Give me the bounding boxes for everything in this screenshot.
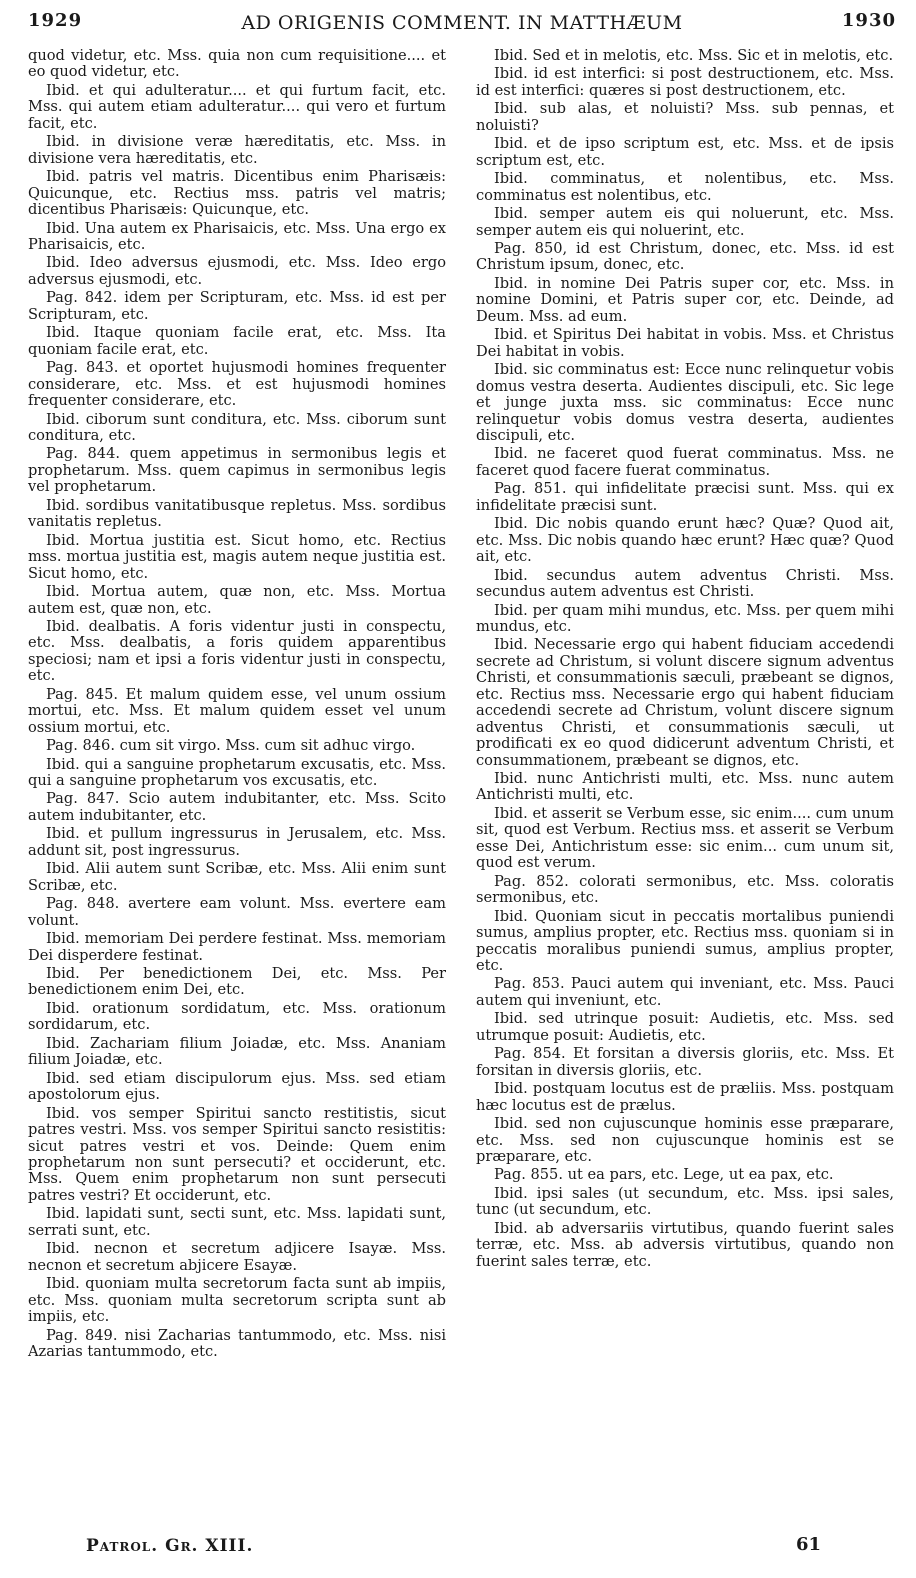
- left-text-column: [28, 48, 446, 1362]
- note-entry: Ibid. sub alas, et noluisti? Mss. sub pennas, et noluisti?: [476, 100, 894, 134]
- note-entry: Ibid. semper autem eis qui noluerunt, etc. Mss. semper autem eis qui noluerint, etc.: [476, 205, 894, 239]
- note-entry: Ibid. sic comminatus est: Ecce nunc relinquetur vobis domus vestra deserta. Audientes discipuli, etc. Sic lege et junge juxta mss. sic comminatus: Ecce nunc relinquetur vobis domus vestra deserta, audientes discipuli, etc.: [476, 361, 894, 444]
- note-entry: Pag. 848. avertere eam volunt. Mss. evertere eam volunt.: [28, 895, 446, 929]
- note-entry: Pag. 853. Pauci autem qui inveniant, etc. Mss. Pauci autem qui inveniunt, etc.: [476, 975, 894, 1009]
- note-entry: Pag. 844. quem appetimus in sermonibus legis et prophetarum. Mss. quem capimus in sermonibus legis vel prophetarum.: [28, 445, 446, 496]
- note-entry: Ibid. Sed et in melotis, etc. Mss. Sic et in melotis, etc.: [494, 47, 894, 64]
- note-entry: Ibid. et de ipso scriptum est, etc. Mss. et de ipsis scriptum est, etc.: [476, 135, 894, 169]
- page-footer: [28, 1532, 896, 1562]
- note-entry: Ibid. vos semper Spiritui sancto restitistis, sicut patres vestri. Mss. vos semper Spiritui sancto resistitis: sicut patres vestri et vos. Deinde: Quem enim prophetarum non sunt persecuti? et occiderunt, etc. Mss. Quem enim prophetarum non sunt persecuti patres vestri? Et occiderunt, etc.: [28, 1104, 446, 1204]
- note-entry: Ibid. sed non cujuscunque hominis esse præparare, etc. Mss. sed non cujuscunque hominis est se præparare, etc.: [476, 1115, 894, 1165]
- note-entry: Ibid. sordibus vanitatibusque repletus. Mss. sordibus vanitatis repletus.: [28, 496, 446, 531]
- note-entry: Ibid. necnon et secretum adjicere Isayæ. Mss. necnon et secretum abjicere Esayæ.: [28, 1240, 446, 1274]
- printer-signature: Patrol. Gr. XIII.: [86, 1536, 254, 1556]
- note-entry: Ibid. in nomine Dei Patris super cor, etc. Mss. in nomine Domini, et Patris super cor, etc. Deinde, ad Deum. Mss. ad eum.: [476, 274, 894, 325]
- left-column-number: 1929: [28, 10, 83, 31]
- note-entry: Pag. 852. colorati sermonibus, etc. Mss. coloratis sermonibus, etc.: [476, 872, 894, 907]
- note-entry: Ibid. in divisione veræ hæreditatis, etc. Mss. in divisione vera hæreditatis, etc.: [28, 133, 446, 167]
- note-entry: Pag. 846. cum sit virgo. Mss. cum sit adhuc virgo.: [46, 737, 416, 755]
- note-entry: Ibid. Per benedictionem Dei, etc. Mss. Per benedictionem enim Dei, etc.: [28, 965, 446, 999]
- note-entry: Ibid. orationum sordidatum, etc. Mss. orationum sordidarum, etc.: [28, 999, 446, 1034]
- note-entry: Pag. 843. et oportet hujusmodi homines frequenter considerare, etc. Mss. et est hujusmodi homines frequenter considerare, etc.: [28, 359, 446, 410]
- sheet-number: 61: [796, 1534, 822, 1555]
- note-entry: Ibid. Itaque quoniam facile erat, etc. Mss. Ita quoniam facile erat, etc.: [28, 324, 446, 358]
- note-entry: Ibid. ab adversariis virtutibus, quando fuerint sales terræ, etc. Mss. ab adversis virtutibus, quando non fuerint sales terræ, etc.: [476, 1219, 894, 1270]
- note-entry: Pag. 854. Et forsitan a diversis gloriis, etc. Mss. Et forsitan in diversis gloriis, etc.: [476, 1045, 894, 1079]
- note-entry: Ibid. Mortua justitia est. Sicut homo, etc. Rectius mss. mortua justitia est, magis autem neque justitia est. Sicut homo, etc.: [28, 531, 446, 582]
- note-entry: Ibid. id est interfici: si post destructionem, etc. Mss. id est interfici: quæres si post destructionem, etc.: [476, 65, 894, 99]
- note-entry: Ibid. Alii autem sunt Scribæ, etc. Mss. Alii enim sunt Scribæ, etc.: [28, 860, 446, 894]
- note-entry: Ibid. per quam mihi mundus, etc. Mss. per quem mihi mundus, etc.: [476, 601, 894, 635]
- note-entry: quod videtur, etc. Mss. quia non cum requisitione.... et eo quod videtur, etc.: [28, 47, 446, 81]
- note-entry: Ibid. lapidati sunt, secti sunt, etc. Mss. lapidati sunt, serrati sunt, etc.: [28, 1205, 446, 1239]
- page-header: [28, 2, 896, 40]
- right-column-number: 1930: [841, 10, 896, 31]
- note-entry: Ibid. ipsi sales (ut secundum, etc. Mss. ipsi sales, tunc (ut secundum, etc.: [476, 1184, 894, 1219]
- note-entry: Ibid. comminatus, et nolentibus, etc. Mss. comminatus est nolentibus, etc.: [476, 170, 894, 204]
- right-text-column: [476, 48, 894, 1272]
- note-entry: Ibid. Necessarie ergo qui habent fiduciam accedendi secrete ad Christum, si volunt discere signum adventus Christi, et consummationis sæculi, præbeant se dignos, etc. Rectius mss. Necessarie ergo qui habent fiduciam accedendi secrete ad Christum, volunt discere signum adventus Christi, et consummationis sæculi, ut prodificati ex eo quod didicerunt adventum Christi, et consummationem, præbeant se dignos, etc.: [476, 636, 894, 769]
- note-entry: Ibid. Dic nobis quando erunt hæc? Quæ? Quod ait, etc. Mss. Dic nobis quando hæc erunt? Hæc quæ? Quod ait, etc.: [476, 515, 894, 566]
- note-entry: Pag. 850, id est Christum, donec, etc. Mss. id est Christum ipsum, donec, etc.: [476, 239, 894, 274]
- note-entry: Pag. 847. Scio autem indubitanter, etc. Mss. Scito autem indubitanter, etc.: [28, 790, 446, 824]
- note-entry: Ibid. et qui adulteratur.... et qui furtum facit, etc. Mss. qui autem etiam adulteratur.... qui vero et furtum facit, etc.: [28, 81, 446, 132]
- note-entry: Ibid. patris vel matris. Dicentibus enim Pharisæis: Quicunque, etc. Rectius mss. patris vel matris; dicentibus Pharisæis: Quicunque, etc.: [28, 168, 446, 219]
- note-entry: Ibid. nunc Antichristi multi, etc. Mss. nunc autem Antichristi multi, etc.: [476, 770, 894, 804]
- note-entry: Ibid. Mortua autem, quæ non, etc. Mss. Mortua autem est, quæ non, etc.: [28, 583, 446, 617]
- note-entry: Ibid. ne faceret quod fuerat comminatus. Mss. ne faceret quod facere fuerat comminatus.: [476, 445, 894, 479]
- note-entry: Ibid. Quoniam sicut in peccatis mortalibus puniendi sumus, amplius propter, etc. Rectius mss. quoniam si in peccatis moralibus puniendi sumus, amplius propter, etc.: [476, 907, 894, 975]
- note-entry: Ibid. qui a sanguine prophetarum excusatis, etc. Mss. qui a sanguine prophetarum vos excusatis, etc.: [28, 755, 446, 790]
- note-entry: Pag. 842. idem per Scripturam, etc. Mss. id est per Scripturam, etc.: [28, 289, 446, 323]
- note-entry: Ibid. Una autem ex Pharisaicis, etc. Mss. Una ergo ex Pharisaicis, etc.: [28, 219, 446, 253]
- note-entry: Ibid. et Spiritus Dei habitat in vobis. Mss. et Christus Dei habitat in vobis.: [476, 326, 894, 360]
- note-entry: Pag. 855. ut ea pars, etc. Lege, ut ea pax, etc.: [494, 1166, 834, 1184]
- note-entry: Pag. 851. qui infidelitate præcisi sunt. Mss. qui ex infidelitate præcisi sunt.: [476, 480, 894, 514]
- note-entry: Ibid. Zachariam filium Joiadæ, etc. Mss. Ananiam filium Joiadæ, etc.: [28, 1034, 446, 1069]
- note-entry: Ibid. postquam locutus est de præliis. Mss. postquam hæc locutus est de prælus.: [476, 1080, 894, 1114]
- note-entry: Ibid. et pullum ingressurus in Jerusalem, etc. Mss. addunt sit, post ingressurus.: [28, 825, 446, 859]
- note-entry: Ibid. Ideo adversus ejusmodi, etc. Mss. Ideo ergo adversus ejusmodi, etc.: [28, 254, 446, 288]
- note-entry: Pag. 849. nisi Zacharias tantummodo, etc. Mss. nisi Azarias tantummodo, etc.: [28, 1326, 446, 1360]
- note-entry: Ibid. ciborum sunt conditura, etc. Mss. ciborum sunt conditura, etc.: [28, 410, 446, 444]
- note-entry: Ibid. memoriam Dei perdere festinat. Mss. memoriam Dei disperdere festinat.: [28, 930, 446, 964]
- running-title: AD ORIGENIS COMMENT. IN MATTHÆUM: [241, 12, 683, 34]
- note-entry: Ibid. sed etiam discipulorum ejus. Mss. sed etiam apostolorum ejus.: [28, 1069, 446, 1104]
- note-entry: Ibid. dealbatis. A foris videntur justi in conspectu, etc. Mss. dealbatis, a foris quidem apparentibus speciosi; nam et ipsi a foris videntur justi in conspectu, etc.: [28, 617, 446, 685]
- note-entry: Ibid. quoniam multa secretorum facta sunt ab impiis, etc. Mss. quoniam multa secretorum scripta sunt ab impiis, etc.: [28, 1275, 446, 1326]
- note-entry: Ibid. sed utrinque posuit: Audietis, etc. Mss. sed utrumque posuit: Audietis, etc.: [476, 1010, 894, 1044]
- note-entry: Pag. 845. Et malum quidem esse, vel unum ossium mortui, etc. Mss. Et malum quidem esset vel unum ossium mortui, etc.: [28, 685, 446, 736]
- note-entry: Ibid. et asserit se Verbum esse, sic enim.... cum unum sit, quod est Verbum. Rectius mss. et asserit se Verbum esse Dei, Antichristum esse: sic enim... cum unum sit, quod est verum.: [476, 804, 894, 872]
- note-entry: Ibid. secundus autem adventus Christi. Mss. secundus autem adventus est Christi.: [476, 566, 894, 601]
